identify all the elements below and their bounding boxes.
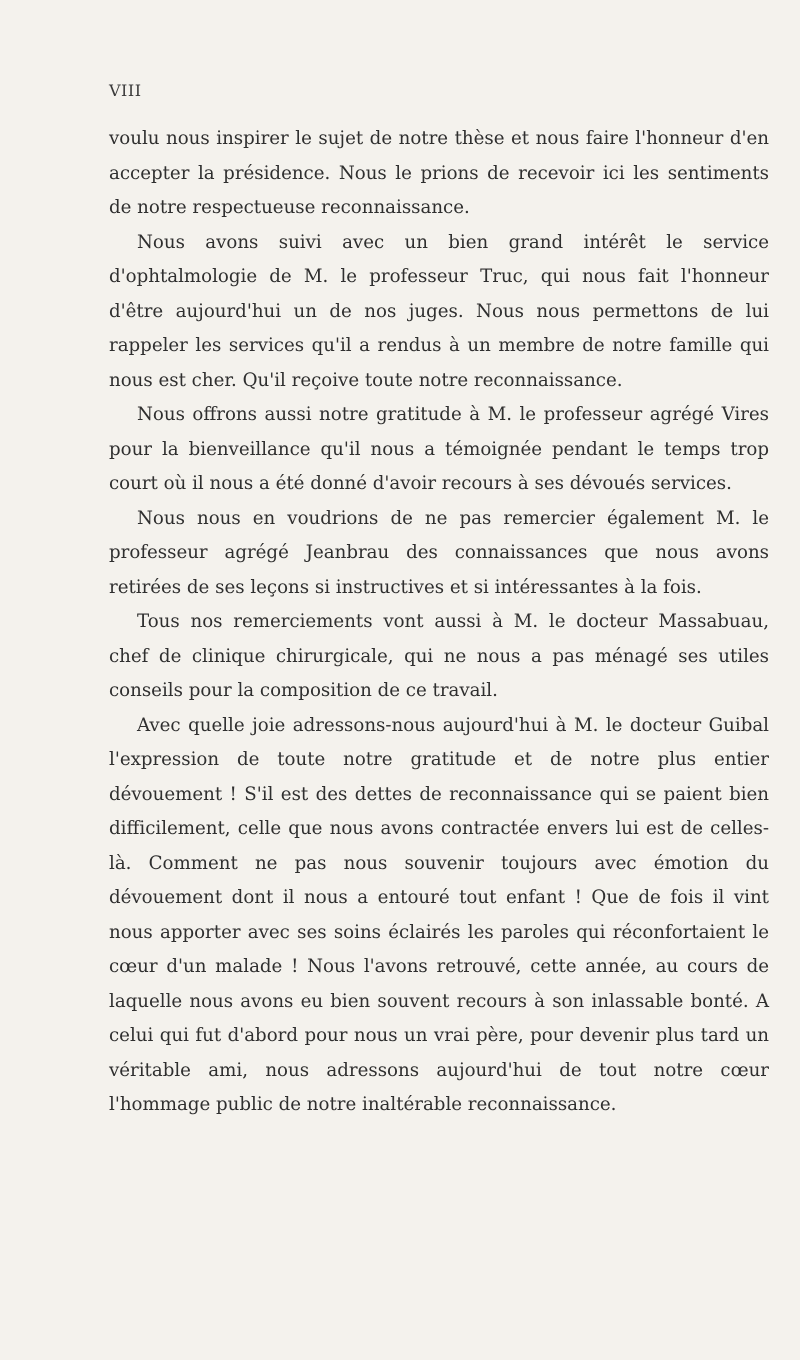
paragraph-jeanbrau: Nous nous en voudrions de ne pas remercier également M. le professeur agrégé Jeanbrau des connaissances que nous avons retirées de ses leçons si instructives et si intéressantes à la fois. (109, 507, 769, 598)
body-text (109, 122, 769, 1123)
page-number: VIII (109, 81, 142, 100)
paragraph-truc: Nous avons suivi avec un bien grand intérêt le service d'ophtalmologie de M. le professeur Truc, qui nous fait l'honneur d'être aujourd'hui un de nos juges. Nous nous permettons de lui rappeler les services qu'il a rendus à un membre de notre famille qui nous est cher. Qu'il reçoive toute notre reconnaissance. (109, 231, 769, 391)
paragraph-guibal: Avec quelle joie adressons-nous aujourd'hui à M. le docteur Guibal l'expression de toute notre gratitude et de notre plus entier dévouement ! S'il est des dettes de reconnaissance qui se paient bien difficilement, celle que nous avons contractée envers lui est de celles-là. Comment ne pas nous souvenir toujours avec émotion du dévouement dont il nous a entouré tout enfant ! Que de fois il vint nous apporter avec ses soins éclairés les paroles qui réconfortaient le cœur d'un malade ! Nous l'avons retrouvé, cette année, au cours de laquelle nous avons eu bien souvent recours à son inlassable bonté. A celui qui fut d'abord pour nous un vrai père, pour devenir plus tard un véritable ami, nous adressons aujourd'hui de tout notre cœur l'hommage public de notre inaltérable reconnaissance. (109, 714, 769, 1115)
paragraph-thesis-president: voulu nous inspirer le sujet de notre thèse et nous faire l'honneur d'en accepter la présidence. Nous le prions de recevoir ici les sentiments de notre respectueuse reconnaissance. (109, 128, 769, 218)
paragraph-massabuau: Tous nos remerciements vont aussi à M. le docteur Massabuau, chef de clinique chirurgicale, qui ne nous a pas ménagé ses utiles conseils pour la composition de ce travail. (109, 611, 769, 701)
paragraph-vires: Nous offrons aussi notre gratitude à M. le professeur agrégé Vires pour la bienveillance qu'il nous a témoignée pendant le temps trop court où il nous a été donné d'avoir recours à ses dévoués services. (109, 404, 769, 494)
